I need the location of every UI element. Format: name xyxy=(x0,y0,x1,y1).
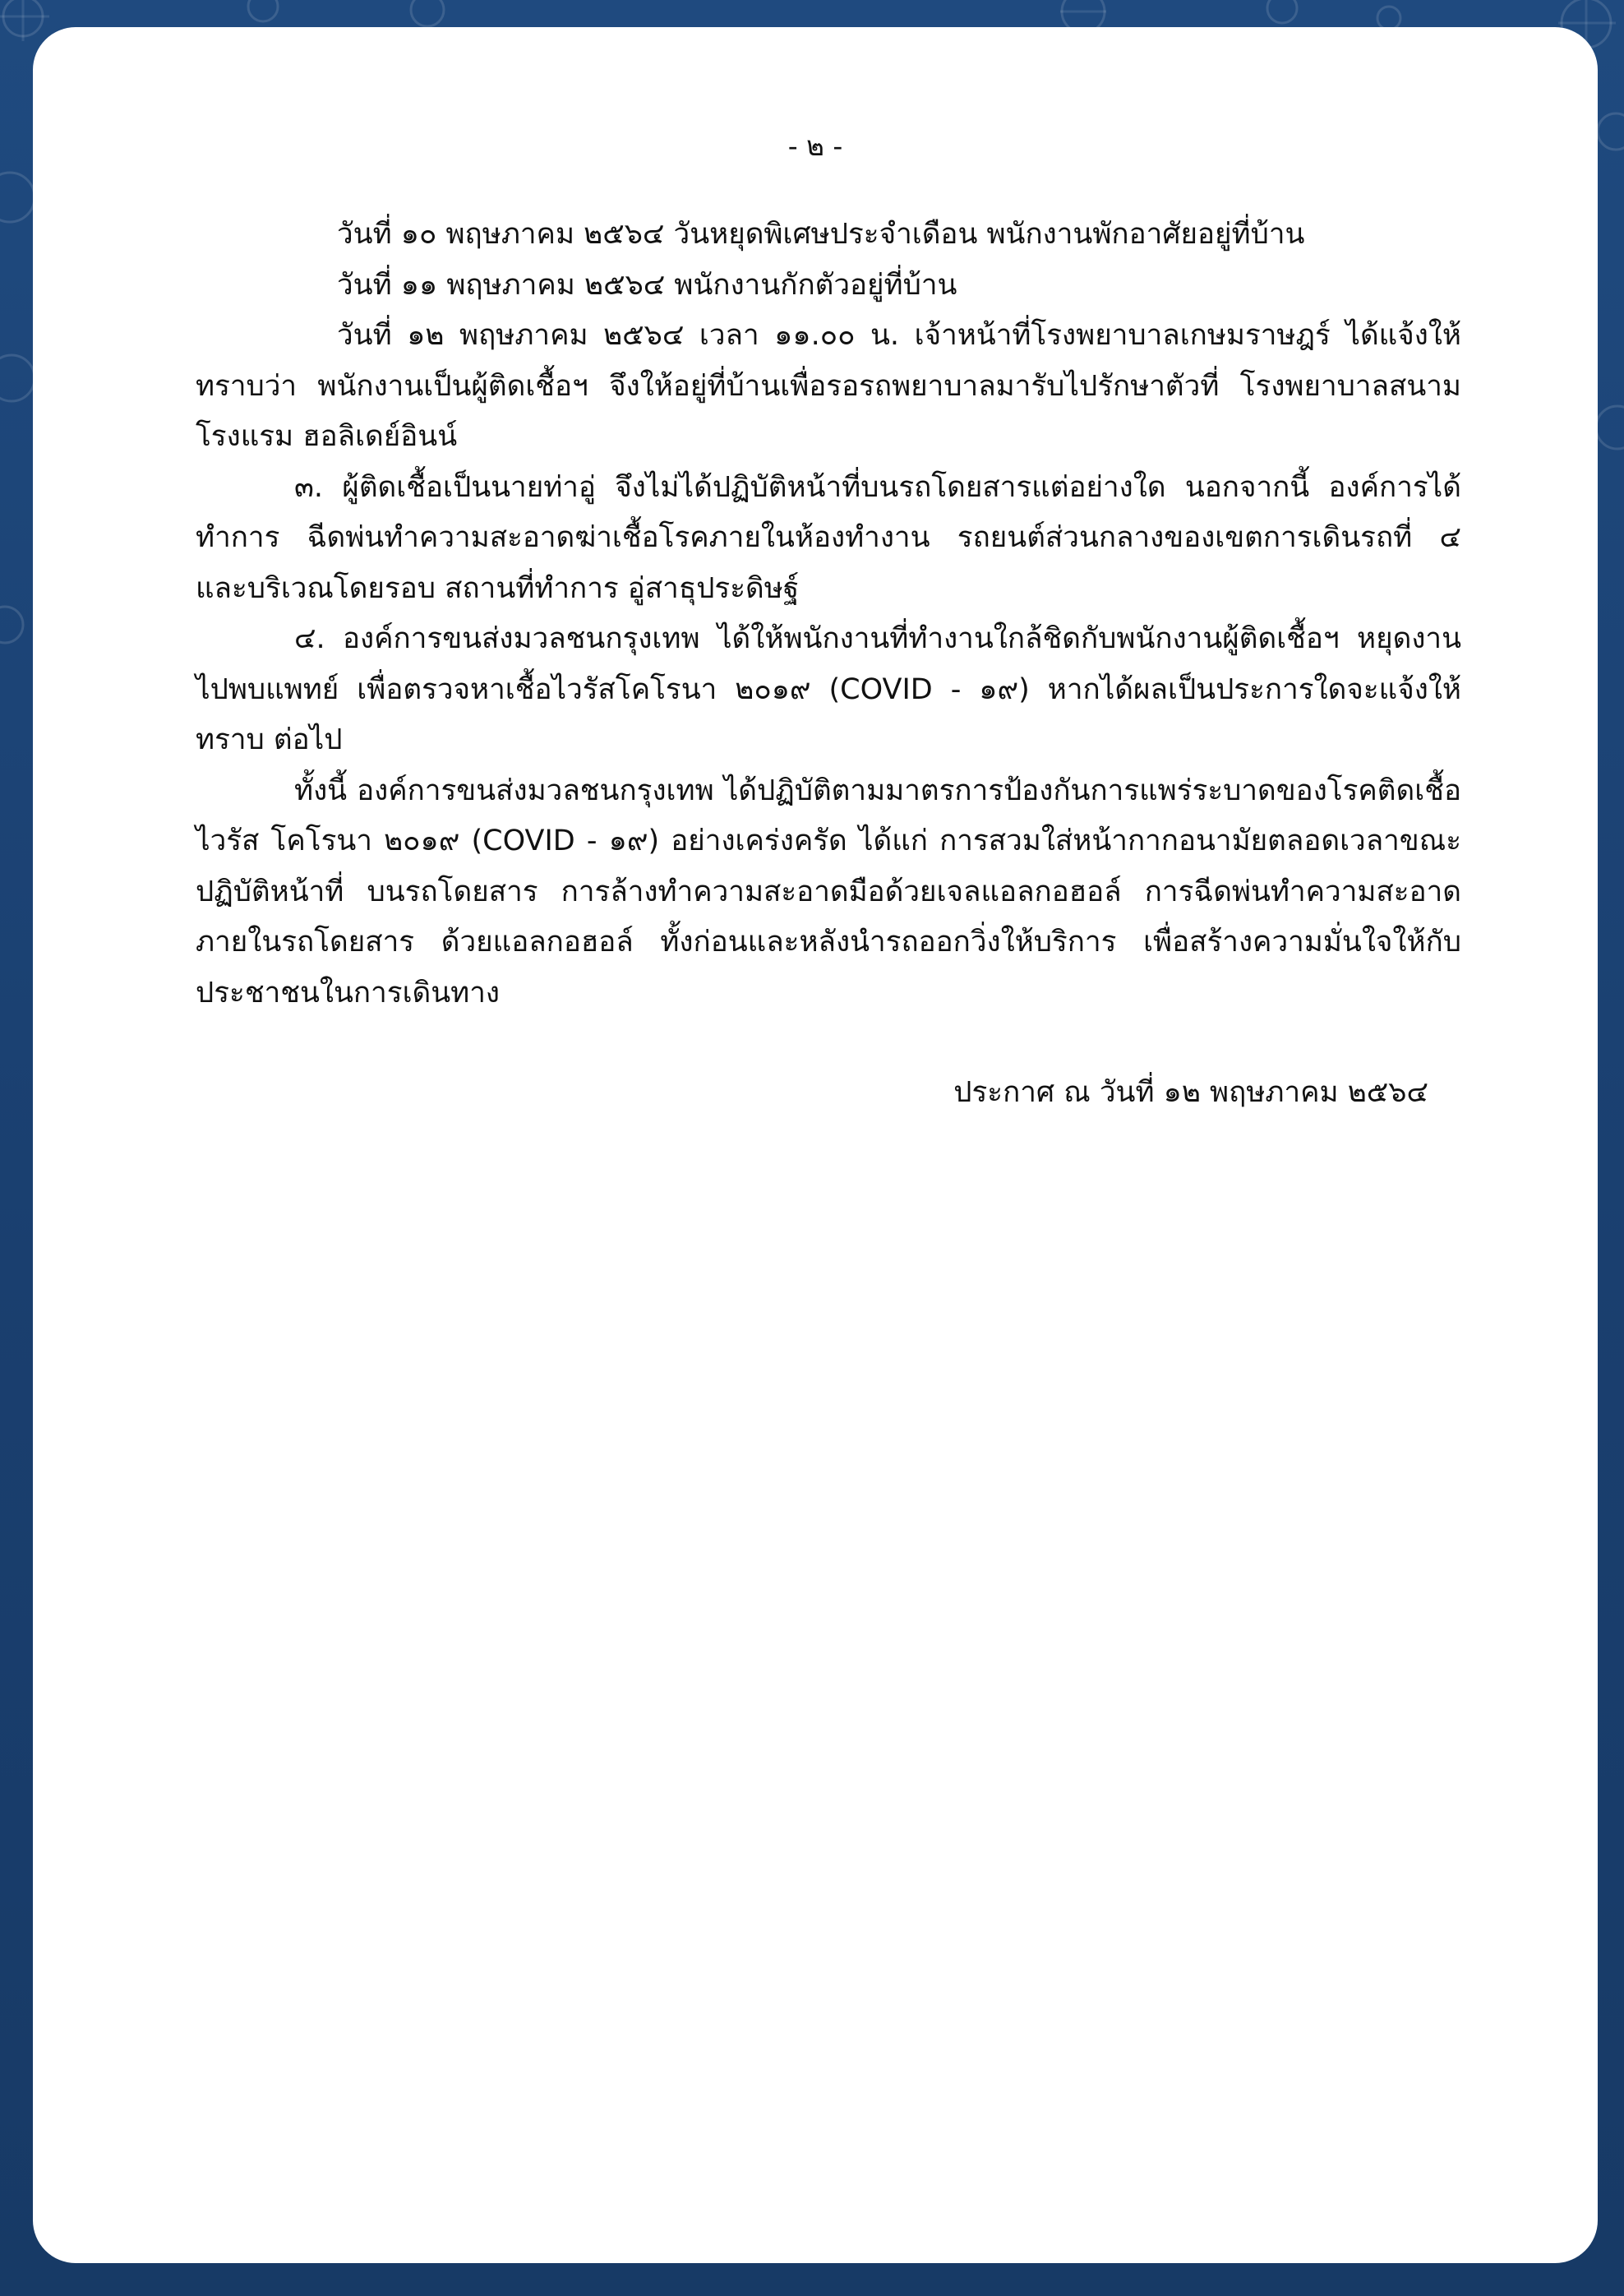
date-line-may-10: วันที่ ๑๐ พฤษภาคม ๒๕๖๔ วันหยุดพิเศษประจำเดือน พนักงานพักอาศัยอยู่ที่บ้าน xyxy=(337,218,1305,251)
paragraph-item-4: ๔. องค์การขนส่งมวลชนกรุงเทพ ได้ให้พนักงานที่ทำงานใกล้ชิดกับพนักงานผู้ติดเชื้อฯ หยุดงาน ไปพบแพทย์ เพื่อตรวจหาเชื้อไวรัสโคโรนา ๒๐๑๙ (COVID - ๑๙) หากได้ผลเป็นประการใดจะแจ้งให้ทราบ ต่อไป xyxy=(196,622,1461,756)
document-page xyxy=(33,27,1598,2263)
paragraph-item-3: ๓. ผู้ติดเชื้อเป็นนายท่าอู่ จึงไม่ได้ปฏิบัติหน้าที่บนรถโดยสารแต่อย่างใด นอกจากนี้ องค์การได้ทำการ ฉีดพ่นทำความสะอาดฆ่าเชื้อโรคภายในห้องทำงาน รถยนต์ส่วนกลางของเขตการเดินรถที่ ๔ และบริเวณโดยรอบ สถานที่ทำการ อู่สาธุประดิษฐ์ xyxy=(196,470,1461,605)
date-line-may-11: วันที่ ๑๑ พฤษภาคม ๒๕๖๔ พนักงานกักตัวอยู่ที่บ้าน xyxy=(337,268,957,302)
document-body xyxy=(196,210,1461,1019)
paragraph-may-12: วันที่ ๑๒ พฤษภาคม ๒๕๖๔ เวลา ๑๑.๐๐ น. เจ้าหน้าที่โรงพยาบาลเกษมราษฎร์ ได้แจ้งให้ทราบว่า พนักงานเป็นผู้ติดเชื้อฯ จึงให้อยู่ที่บ้านเพื่อรอรถพยาบาลมารับไปรักษาตัวที่ โรงพยาบาลสนาม โรงแรม ฮอลิเดย์อินน์ xyxy=(196,319,1461,453)
page-number: - ๒ - xyxy=(787,130,843,162)
paragraph-closing: ทั้งนี้ องค์การขนส่งมวลชนกรุงเทพ ได้ปฏิบัติตามมาตรการป้องกันการแพร่ระบาดของโรคติดเชื้อไวรัส โคโรนา ๒๐๑๙ (COVID - ๑๙) อย่างเคร่งครัด ได้แก่ การสวมใส่หน้ากากอนามัยตลอดเวลาขณะปฏิบัติหน้าที่ บนรถโดยสาร การล้างทำความสะอาดมือด้วยเจลแอลกอฮอล์ การฉีดพ่นทำความสะอาดภายในรถโดยสาร ด้วยแอลกอฮอล์ ทั้งก่อนและหลังนำรถออกวิ่งให้บริการ เพื่อสร้างความมั่นใจให้กับประชาชนในการเดินทาง xyxy=(196,774,1461,1009)
announcement-signoff: ประกาศ ณ วันที่ ๑๒ พฤษภาคม ๒๕๖๔ xyxy=(953,1076,1428,1109)
